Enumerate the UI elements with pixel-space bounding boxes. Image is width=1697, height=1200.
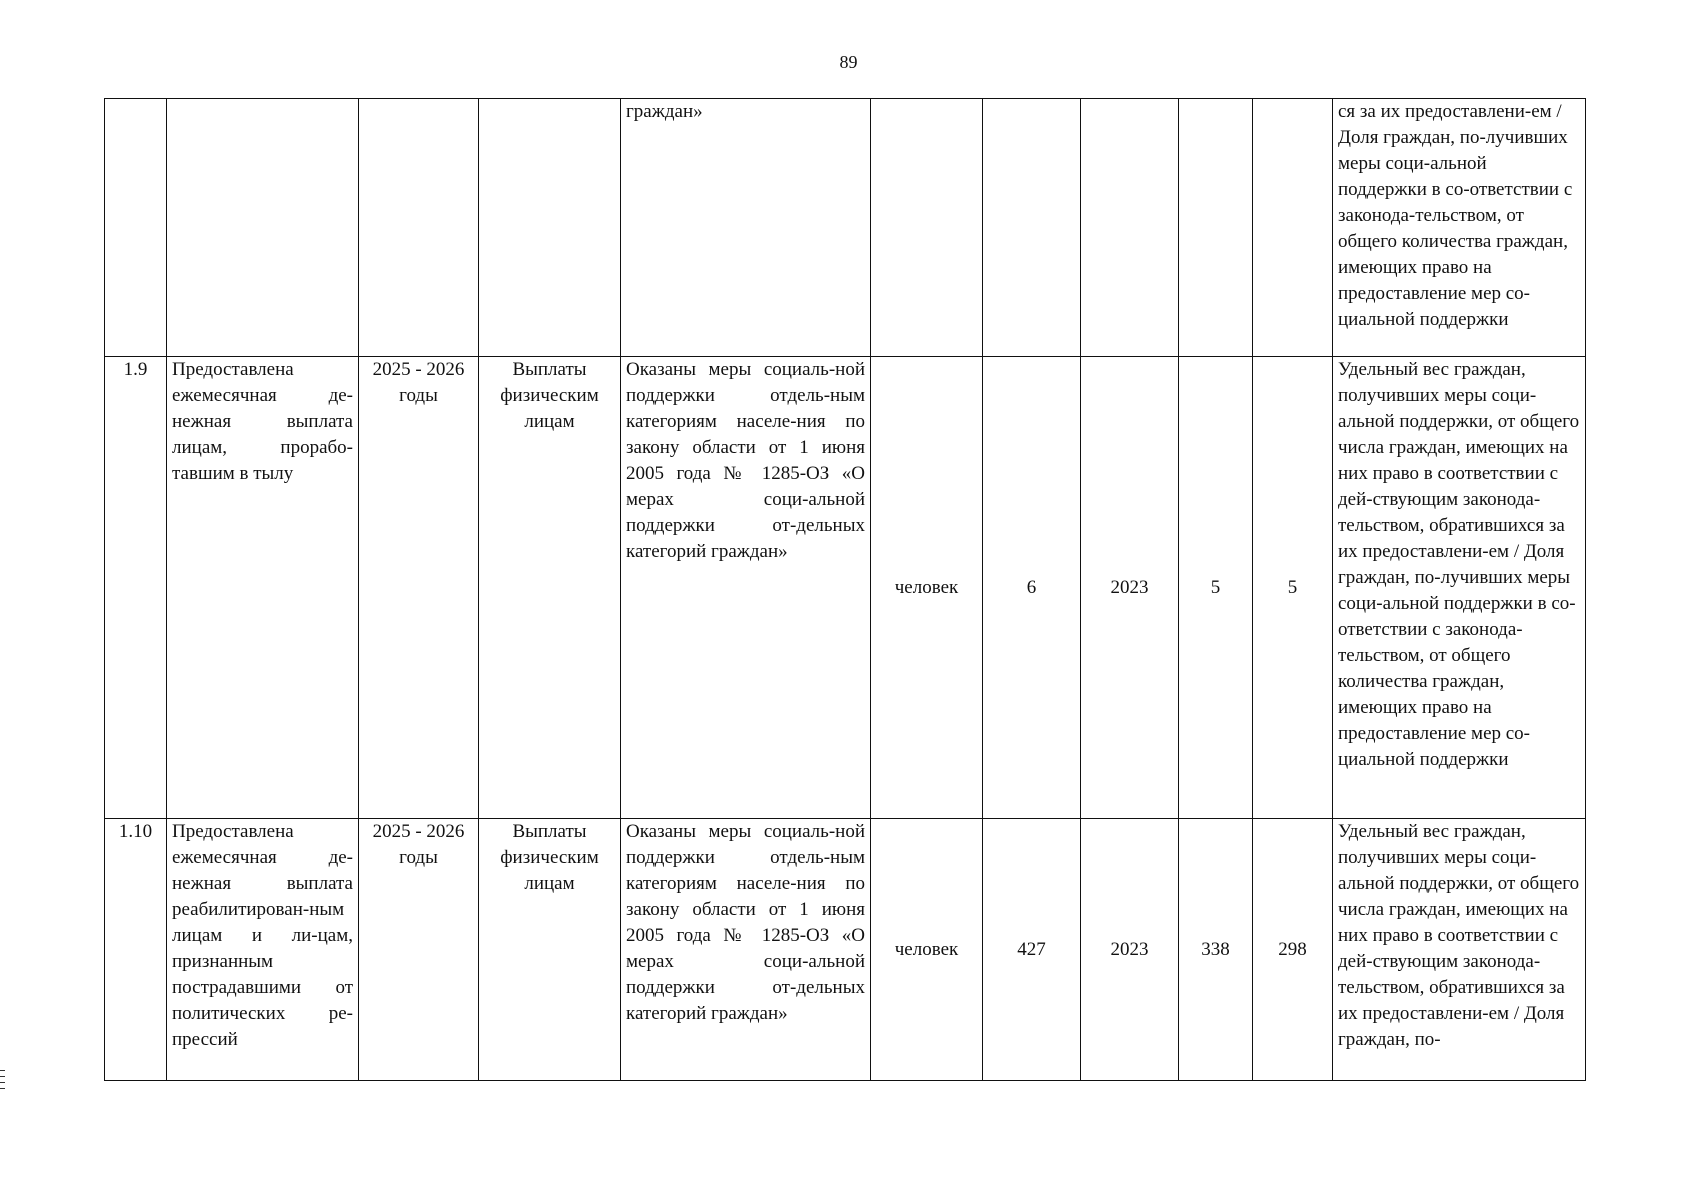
- measure-name: Предоставлена ежемесячная де-нежная выплата реабилитирован-ным лицам и ли-цам, признанным пострадавшими от политических ре-прессий: [167, 819, 359, 1081]
- page-number: 89: [839, 52, 858, 72]
- base-year: [1081, 99, 1179, 357]
- period: [359, 99, 479, 357]
- result: граждан»: [621, 99, 871, 357]
- direction: Выплаты физическим лицам: [479, 357, 621, 819]
- base-value: 427: [983, 819, 1081, 1081]
- base-value: [983, 99, 1081, 357]
- indicator: Удельный вес граждан, получивших меры соци-альной поддержки, от общего числа граждан, имеющих на них право в соответствии с дей-ствующим законода-тельством, обратившихся за их предоставлени-ем / Доля граждан, по-: [1333, 819, 1586, 1081]
- indicator: Удельный вес граждан, получивших меры соци-альной поддержки, от общего числа граждан, имеющих на них право в соответствии с дей-ствующим законода-тельством, обратившихся за их предоставлени-ем / Доля граждан, по-лучивших меры соци-альной поддержки в со-ответствии с законода-тельством, от общего количества граждан, имеющих право на предоставление мер со-циальной поддержки: [1333, 357, 1586, 819]
- value-2025: 5: [1179, 357, 1253, 819]
- base-value: 6: [983, 357, 1081, 819]
- program-measures-table: [104, 98, 1586, 1081]
- unit: человек: [871, 357, 983, 819]
- row-number: 1.10: [105, 819, 167, 1081]
- scan-edge-marks: [0, 1070, 6, 1110]
- value-2026: [1253, 99, 1333, 357]
- result: Оказаны меры социаль-ной поддержки отдель-ным категориям населе-ния по закону области от 1 июня 2005 года № 1285-ОЗ «О мерах соци-альной поддержки от-дельных категорий граждан»: [621, 357, 871, 819]
- direction: [479, 99, 621, 357]
- period: 2025 - 2026 годы: [359, 819, 479, 1081]
- table-row: [105, 357, 1586, 819]
- table-row: [105, 99, 1586, 357]
- value-2026: 298: [1253, 819, 1333, 1081]
- measure-name: Предоставлена ежемесячная де-нежная выплата лицам, прорабо-тавшим в тылу: [167, 357, 359, 819]
- value-2026: 5: [1253, 357, 1333, 819]
- period: 2025 - 2026 годы: [359, 357, 479, 819]
- value-2025: [1179, 99, 1253, 357]
- value-2025: 338: [1179, 819, 1253, 1081]
- indicator: ся за их предоставлени-ем / Доля граждан, по-лучивших меры соци-альной поддержки в со-ответствии с законода-тельством, от общего количества граждан, имеющих право на предоставление мер со-циальной поддержки: [1333, 99, 1586, 357]
- measure-name: [167, 99, 359, 357]
- base-year: 2023: [1081, 357, 1179, 819]
- row-number: [105, 99, 167, 357]
- table-row: [105, 819, 1586, 1081]
- direction: Выплаты физическим лицам: [479, 819, 621, 1081]
- base-year: 2023: [1081, 819, 1179, 1081]
- unit: [871, 99, 983, 357]
- unit: человек: [871, 819, 983, 1081]
- result: Оказаны меры социаль-ной поддержки отдель-ным категориям населе-ния по закону области от 1 июня 2005 года № 1285-ОЗ «О мерах соци-альной поддержки от-дельных категорий граждан»: [621, 819, 871, 1081]
- row-number: 1.9: [105, 357, 167, 819]
